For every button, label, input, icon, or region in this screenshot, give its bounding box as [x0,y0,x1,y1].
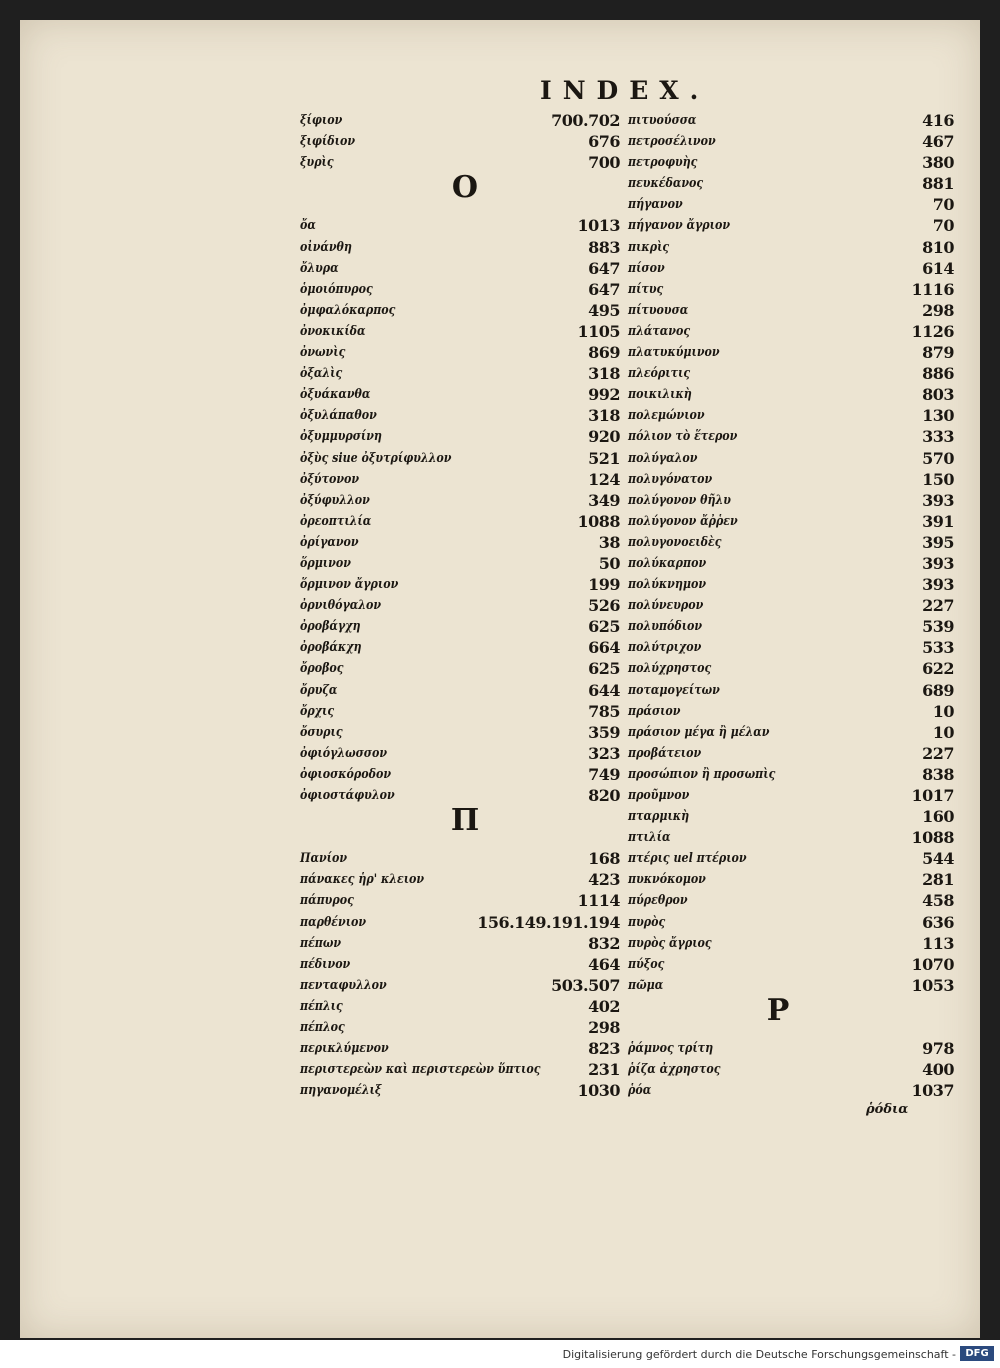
index-term: ὀφιοστάφυλον [300,788,395,803]
index-term: πολύκνημον [628,577,706,593]
index-term: πήγανον [628,197,683,213]
index-entry [628,933,954,954]
index-entry [628,869,954,890]
page-header: INDEX. [540,76,710,105]
index-entry [628,616,954,637]
page-reference: 1017 [911,786,954,805]
index-term: οἰνάνθη [300,239,352,255]
index-entry [300,553,620,574]
index-entry [628,258,954,279]
index-term: ῥάμνος τρίτη [628,1041,714,1057]
index-entry [628,827,954,848]
page-reference: 1013 [577,216,620,236]
index-term: πευκέδανος [628,176,704,192]
index-entry [300,490,620,511]
index-entry [628,722,954,743]
index-term: πέπων [300,935,342,951]
section-letter [300,194,620,215]
index-entry [628,785,954,806]
index-term: πολύγονον θῆλυ [628,492,731,508]
index-term: ὀροβάγχη [300,619,361,635]
index-entry [628,321,954,342]
page-reference: 1105 [577,321,620,341]
index-term: ὀξυμμυρσίνη [300,429,382,445]
index-term: πετροσέλινον [628,134,716,150]
index-entry [628,954,954,975]
index-term: πηγανομέλιξ [300,1083,382,1099]
index-term: πιτυούσσα [628,113,697,128]
index-entry [628,595,954,616]
page-reference: 38 [598,532,620,552]
dfg-logo: DFG [960,1346,994,1361]
index-term: πολύκαρπον [628,555,707,571]
page-reference: 333 [922,427,954,447]
page-reference: 644 [588,680,620,700]
page-reference: 393 [922,490,954,510]
index-entry [628,574,954,595]
page-reference: 400 [922,1060,954,1080]
index-entry [300,890,620,911]
page-reference: 625 [588,617,620,637]
index-term: ὀξαλὶς [300,366,343,382]
page-reference: 168 [588,849,620,869]
index-entry [628,490,954,511]
page-reference: 298 [922,300,954,320]
index-term: περικλύμενον [300,1041,389,1057]
index-entry [628,131,954,152]
index-term: ὀμφαλόκαρπος [300,302,396,318]
index-entry [628,701,954,722]
index-entry [300,279,620,300]
page-reference: 124 [588,469,620,489]
page-reference: 380 [922,153,954,173]
index-entry [628,890,954,911]
index-term: περιστερεὼν καὶ περιστερεὼν ὕπτιος [300,1062,541,1078]
page-reference: 803 [922,385,954,405]
section-letter [628,1017,954,1038]
index-term: ὀξύτονον [300,471,360,487]
index-term: προσώπιον ἢ προσωπὶς [628,766,776,782]
index-term: πράσιον [628,703,681,719]
index-entry [628,764,954,785]
index-term: ὀφιοσκόροδον [300,766,392,782]
index-entry [300,912,620,933]
index-term: πάπυρος [300,893,354,909]
index-entry [628,237,954,258]
page-reference: 920 [588,427,620,447]
page-reference: 700 [588,153,620,173]
index-term: ὀρίγανον [300,534,359,550]
index-term: πύρεθρον [628,893,688,909]
index-term: ὄα [300,218,316,234]
index-entry [628,806,954,827]
index-term: προῦμνον [628,788,690,803]
index-entry [300,975,620,996]
index-term: πλάτανος [628,323,691,339]
page-reference: 391 [922,511,954,531]
page-reference: 749 [588,764,620,784]
page-reference: 318 [588,364,620,384]
index-entry [628,469,954,490]
index-term: πενταφυλλον [300,977,387,993]
index-entry [628,152,954,173]
index-entry [628,1059,954,1080]
index-term: ὀρνιθόγαλον [300,598,382,614]
index-term: πράσιον μέγα ἢ μέλαν [628,724,770,740]
index-term: πέπλις [300,998,343,1014]
index-term: πήγανον ἄγριον [628,218,731,234]
index-term: ὀνοκικίδα [300,323,366,339]
page-reference: 359 [588,722,620,742]
page-reference: 1126 [911,321,954,341]
index-term: ξιφίδιον [300,134,355,150]
page-reference: 526 [588,596,620,616]
index-term: πολυπόδιον [628,619,703,635]
index-entry [300,405,620,426]
index-entry [300,616,620,637]
index-entry [300,215,620,236]
index-entry [628,173,954,194]
index-entry [628,637,954,658]
index-entry [300,595,620,616]
page-reference: 1088 [911,828,954,848]
index-entry [628,448,954,469]
page-reference: 832 [588,933,620,953]
index-term: ὀξύφυλλον [300,492,370,508]
index-term: προβάτειον [628,745,702,761]
page-reference: 810 [922,237,954,257]
page-reference: 544 [922,849,954,869]
page-reference: 70 [932,216,954,236]
footer-credit: Digitalisierung gefördert durch die Deutsche Forschungsgemeinschaft - [562,1348,956,1361]
index-entry [628,194,954,215]
index-entry [628,279,954,300]
index-entry [300,300,620,321]
index-term: πίτυουσα [628,302,689,318]
index-term: ὄλυρα [300,260,339,276]
index-entry [300,131,620,152]
page-reference: 323 [588,743,620,763]
index-term: πύξος [628,956,665,972]
page-reference: 838 [922,764,954,784]
page-reference: 879 [922,343,954,363]
index-term: πῶμα [628,977,664,993]
page-reference: 676 [588,132,620,152]
page-reference: 689 [922,680,954,700]
index-entry [628,743,954,764]
index-entry [300,363,620,384]
index-entry [628,975,954,996]
index-term: ὀνωνὶς [300,345,346,361]
index-term: πολύτριχον [628,640,702,656]
index-term: ὅρμινον ἄγριον [300,577,399,593]
page-reference: 393 [922,575,954,595]
index-term: παρθένιον [300,914,367,930]
page-reference: 992 [588,385,620,405]
section-letter [300,827,620,848]
page-reference: 231 [588,1060,620,1080]
page-reference: 467 [922,132,954,152]
page-reference: 113 [922,933,954,953]
index-term: πολύνευρον [628,598,704,614]
index-term: πολύγαλον [628,450,698,466]
page-reference: 503.507 [551,975,620,995]
index-term: ὀροβάκχη [300,640,362,656]
page-reference: 625 [588,659,620,679]
page-reference: 393 [922,553,954,573]
page-reference: 820 [588,786,620,805]
index-term: ὀξυάκανθα [300,387,371,403]
index-entry [300,532,620,553]
index-term: πολύγονον ἄῤῥεν [628,513,738,529]
index-entry [300,954,620,975]
section-letter [300,170,620,206]
page-reference: 647 [588,279,620,299]
index-entry [628,680,954,701]
page-reference: 700.702 [551,111,620,130]
index-term: πταρμικὴ [628,809,690,825]
index-term: ξίφιον [300,113,343,128]
index-term: πυρὸς ἄγριος [628,935,712,951]
index-entry [628,342,954,363]
page-reference: 1053 [911,975,954,995]
index-term: ὄρυζα [300,682,338,698]
index-term: ὀρεοπτιλία [300,513,372,529]
index-term: πτιλία [628,830,671,846]
page-reference: 10 [932,701,954,721]
index-entry [300,996,620,1017]
page-reference: 881 [922,174,954,194]
index-term: ὀξυλάπαθον [300,408,377,424]
index-entry [300,448,620,469]
page-reference: 318 [588,406,620,426]
index-entry [300,1080,620,1101]
index-term: πυρὸς [628,914,666,930]
page-reference: 1037 [911,1081,954,1101]
index-term: πλεόριτις [628,366,691,382]
index-term: ῥίζα ἀχρηστος [628,1062,721,1078]
index-entry [300,426,620,447]
page-reference: 823 [588,1039,620,1059]
page-reference: 978 [922,1039,954,1059]
index-term: ῥόα [628,1083,652,1099]
index-term: πέδινον [300,956,351,972]
page-reference: 495 [588,300,620,320]
page-reference: 647 [588,258,620,278]
catchword: ῥόδια [866,1102,909,1117]
page-reference: 156.149.191.194 [477,912,620,932]
index-entry [628,658,954,679]
page-reference: 464 [588,954,620,974]
index-entry [628,110,954,131]
left-index-column [300,110,620,1101]
index-entry [628,426,954,447]
index-entry [628,215,954,236]
page-reference: 50 [598,553,620,573]
index-entry [300,869,620,890]
index-entry [628,300,954,321]
right-index-column [628,110,954,1101]
page-reference: 539 [922,617,954,637]
index-term: πολύχρηστος [628,661,712,677]
index-entry [628,1080,954,1101]
section-letter-heading: Ο [451,170,479,206]
page-reference: 785 [588,701,620,721]
index-term: ξυρὶς [300,155,334,171]
index-term: ὀξὺς siue ὀξυτρίφυλλον [300,450,452,466]
index-term: πυκνόκομον [628,872,706,888]
index-entry [300,848,620,869]
index-entry [300,574,620,595]
index-term: Πανίον [300,851,348,867]
page-reference: 281 [922,870,954,890]
page-reference: 130 [922,406,954,426]
index-term: πέπλος [300,1020,345,1036]
index-entry [300,658,620,679]
index-term: πικρὶς [628,239,670,255]
page-reference: 521 [588,448,620,468]
section-letter [300,803,620,839]
page-reference: 349 [588,490,620,510]
page-reference: 1116 [911,279,954,299]
index-entry [300,743,620,764]
index-term: ποικιλικὴ [628,387,692,403]
page-reference: 1030 [577,1081,620,1101]
index-term: ὄρχις [300,703,335,719]
page-reference: 199 [588,575,620,595]
index-entry [300,258,620,279]
section-letter-heading: Ρ [766,992,790,1028]
index-term: πλατυκύμινον [628,345,720,361]
page-reference: 614 [922,258,954,278]
index-entry [300,321,620,342]
index-entry [628,1038,954,1059]
index-entry [628,848,954,869]
page-reference: 458 [922,891,954,911]
page-reference: 1070 [911,954,954,974]
index-entry [628,405,954,426]
page-reference: 150 [922,469,954,489]
index-term: πάνακες ἡρ' κλειον [300,872,425,888]
page-reference: 570 [922,448,954,468]
page-reference: 533 [922,638,954,658]
index-entry [300,933,620,954]
index-term: πολεμώνιον [628,408,705,424]
index-term: πετροφυὴς [628,155,698,171]
page-reference: 883 [588,237,620,257]
index-term: ποταμογείτων [628,682,720,698]
index-entry [628,511,954,532]
index-term: πίσον [628,260,665,276]
page-reference: 10 [932,722,954,742]
index-entry [300,384,620,405]
index-term: ὅρμινον [300,555,351,571]
index-term: ὄροβος [300,661,344,677]
index-entry [628,363,954,384]
index-entry [300,701,620,722]
page-reference: 227 [922,743,954,763]
index-term: πτέρις uel πτέριον [628,851,747,867]
index-entry [300,469,620,490]
index-term: πόλιον τὸ ἕτερον [628,429,738,445]
index-entry [628,532,954,553]
page-reference: 423 [588,870,620,890]
index-entry [300,680,620,701]
page-reference: 664 [588,638,620,658]
page-reference: 636 [922,912,954,932]
index-entry [300,1017,620,1038]
page-reference: 70 [932,195,954,215]
index-entry [628,912,954,933]
page-reference: 160 [922,807,954,827]
index-entry [300,764,620,785]
page-reference: 1114 [577,891,620,911]
index-entry [300,1038,620,1059]
page-reference: 416 [922,111,954,130]
index-entry [300,237,620,258]
page-reference: 1088 [577,511,620,531]
section-letter-heading: Π [450,803,480,839]
index-term: πολυγονοειδὲς [628,534,722,550]
index-entry [300,637,620,658]
index-entry [300,722,620,743]
section-letter [628,992,954,1028]
page-reference: 869 [588,343,620,363]
index-entry [300,342,620,363]
index-entry [300,511,620,532]
page-reference: 227 [922,596,954,616]
index-entry [300,110,620,131]
index-entry [300,1059,620,1080]
page-reference: 395 [922,532,954,552]
footer-bar [0,1340,1000,1368]
page-reference: 402 [588,996,620,1016]
index-term: ὄσυρις [300,724,343,740]
page-reference: 622 [922,659,954,679]
index-term: πολυγόνατον [628,471,713,487]
page-reference: 886 [922,364,954,384]
index-term: ὀφιόγλωσσον [300,745,387,761]
index-term: ὁμοιόπυρος [300,281,373,297]
index-term: πίτυς [628,281,664,297]
index-entry [628,384,954,405]
page-reference: 298 [588,1018,620,1038]
index-entry [628,553,954,574]
